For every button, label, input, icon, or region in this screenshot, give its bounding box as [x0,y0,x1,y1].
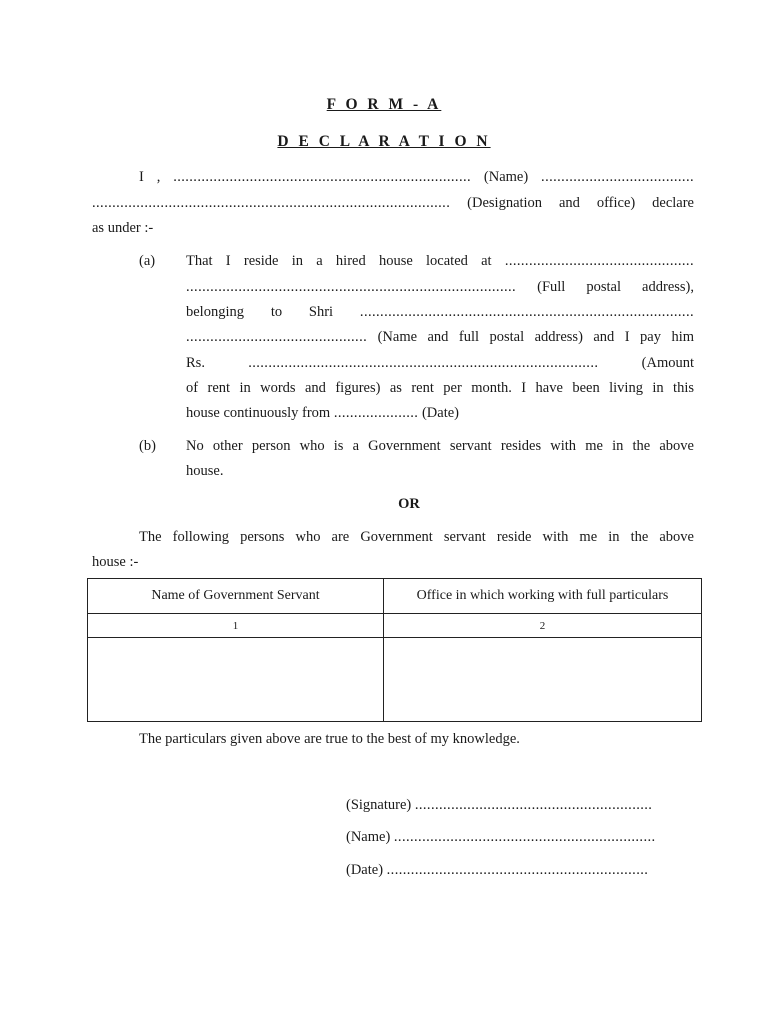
column-number-2: 2 [384,614,702,638]
signer-name-label: (Name) [346,829,394,845]
intro-line-2 [92,195,694,212]
table-number-row [88,614,702,638]
amount-label: (Amount [598,355,694,371]
clause-a-text-1: That I reside in a hired house located at [186,253,505,269]
clause-a-line-7 [186,405,459,422]
owner-address-blank: ............................................. [186,329,368,345]
signature-label: (Signature) [346,797,415,813]
owner-label: belonging to Shri [186,304,360,320]
table-row [88,638,702,722]
sign-date-line [346,862,648,879]
owner-address-label: (Name and full postal address) and I pay him [367,329,694,345]
government-servants-table [87,578,702,722]
header-name-of-servant: Name of Government Servant [88,579,384,614]
form-title: F O R M - A [326,96,442,113]
address-blank-2: .................................................................................. [186,279,517,295]
table-header-row [88,579,702,614]
designation-blank: ......................................................................................... [92,195,451,211]
clause-a-line-5 [186,355,694,372]
name-label: (Name) [471,169,542,185]
clause-a-label: (a) [139,253,156,269]
rs-label: Rs. [186,355,249,371]
clause-a-line-4 [186,329,694,346]
header-office: Office in which working with full particulars [384,579,702,614]
or-separator: OR [398,496,420,512]
designation-blank-start: ...................................... [541,169,694,185]
sign-date-blank[interactable]: ................................................................. [386,862,649,878]
following-line-1: The following persons who are Government servant reside with me in the above [139,529,694,545]
address-blank: ............................................... [504,253,694,269]
column-number-1: 1 [88,614,384,638]
signature-blank[interactable]: ........................................................... [414,797,653,813]
sign-date-label: (Date) [346,862,387,878]
office-particulars-cell[interactable] [384,638,702,722]
living-since-label: house continuously from [186,405,334,421]
clause-a-line-2 [186,279,694,296]
address-label: (Full postal address), [516,279,694,295]
since-date-blank: ..................... [333,405,419,421]
name-blank: .......................................................................... [173,169,472,185]
clause-a-line-6: of rent in words and figures) as rent per month. I have been living in this [186,380,694,396]
clause-a-line-3 [186,304,694,321]
intro-line-3: as under :- [92,220,154,236]
clause-a-line-1 [186,253,694,270]
certification-statement: The particulars given above are true to the best of my knowledge. [139,731,520,747]
intro-pronoun: I , [139,169,174,185]
clause-b-line-1: No other person who is a Government servant resides with me in the above [186,438,694,454]
intro-line-1 [139,169,694,186]
following-line-2: house :- [92,554,139,570]
signer-name-blank[interactable]: ................................................................. [393,829,656,845]
rent-blank: ....................................................................................... [248,355,599,371]
servant-name-cell[interactable] [88,638,384,722]
clause-b-label: (b) [139,438,156,454]
signature-line [346,797,652,814]
signer-name-line [346,829,656,846]
clause-b-line-2: house. [186,463,224,479]
designation-label: (Designation and office) declare [450,195,694,211]
form-subtitle: D E C L A R A T I O N [277,133,491,150]
date-label: (Date) [418,405,459,421]
owner-blank: ................................................................................... [359,304,694,320]
